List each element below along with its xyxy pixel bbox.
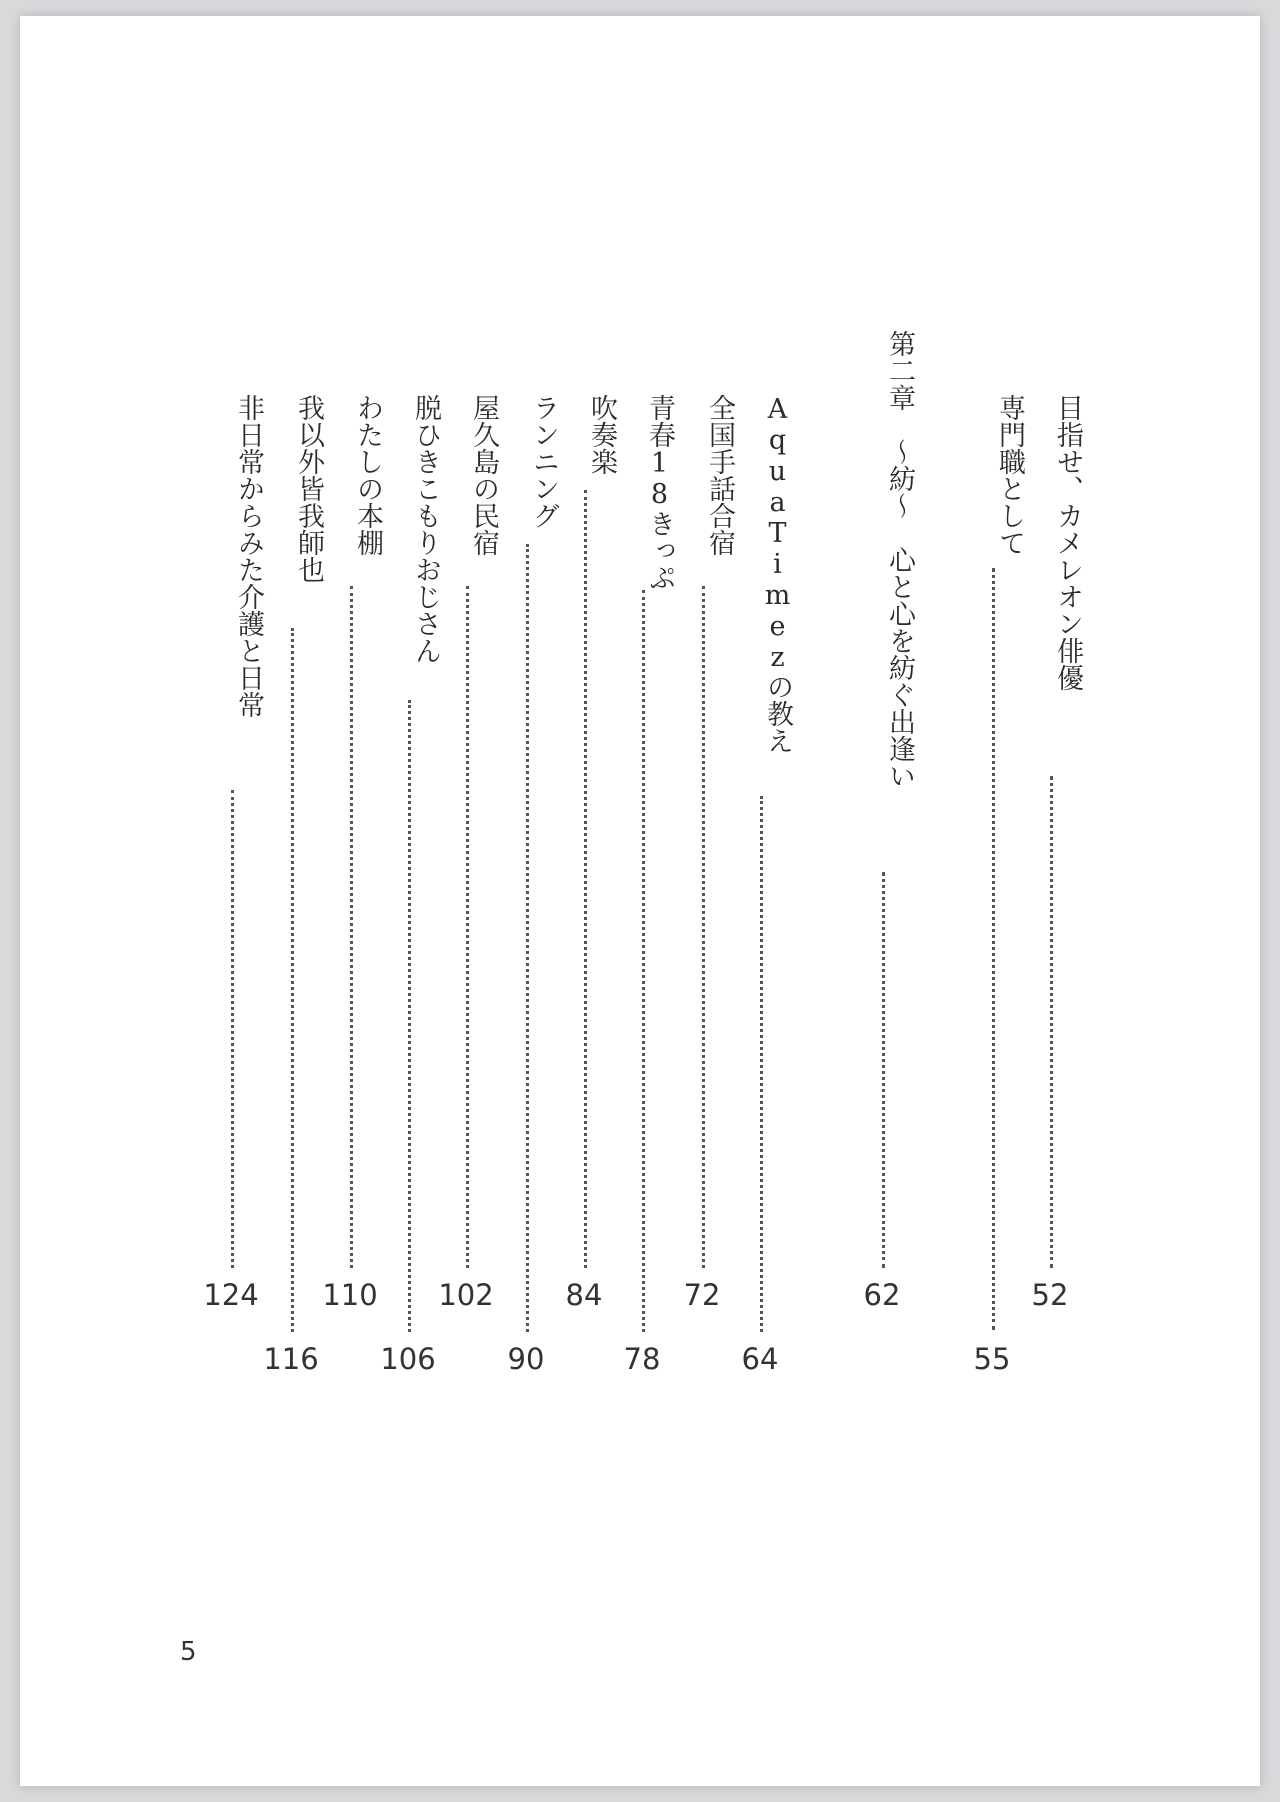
toc-entry-page: 110 — [322, 1278, 378, 1312]
toc-entry-page: 116 — [263, 1342, 319, 1376]
toc-entry-page: 78 — [623, 1342, 661, 1376]
toc-leader — [408, 700, 411, 1332]
toc-leader — [584, 490, 587, 1268]
toc-leader — [350, 586, 353, 1268]
toc-entry-page: 90 — [507, 1342, 545, 1376]
toc-leader — [526, 544, 529, 1332]
book-page — [20, 16, 1260, 1786]
toc-entry-title: 専門職として — [994, 394, 1025, 556]
toc-entry-page: 102 — [438, 1278, 494, 1312]
toc-entry-page: 64 — [741, 1342, 779, 1376]
page-number: 5 — [180, 1637, 197, 1667]
toc-entry-page: 106 — [380, 1342, 436, 1376]
toc-leader — [466, 586, 469, 1268]
toc-leader — [642, 590, 645, 1332]
toc-entry-title: わたしの本棚 — [352, 394, 383, 556]
toc-leader — [291, 628, 294, 1332]
toc-entry-title: AquaTimezの教え — [762, 394, 793, 754]
toc-entry-page: 52 — [1031, 1278, 1069, 1312]
toc-entry-title: 青春18きっぷ — [644, 394, 675, 591]
toc-entry-title: 我以外皆我師也 — [293, 394, 324, 583]
toc-leader — [231, 790, 234, 1268]
chapter-heading: 第二章 ～紡～ 心と心を紡ぐ出逢い — [884, 330, 915, 789]
toc-entry-page: 55 — [973, 1342, 1011, 1376]
toc-leader — [992, 568, 995, 1330]
toc-entry-title: 目指せ、カメレオン俳優 — [1052, 394, 1083, 691]
toc-entry-title: 全国手話合宿 — [704, 394, 735, 556]
toc-entry-page: 72 — [683, 1278, 721, 1312]
toc-leader — [760, 796, 763, 1332]
toc-entry-title: 屋久島の民宿 — [468, 394, 499, 556]
toc-leader — [702, 586, 705, 1268]
toc-entry-page: 62 — [863, 1278, 901, 1312]
toc-leader — [1050, 776, 1053, 1268]
toc-entry-page: 84 — [565, 1278, 603, 1312]
toc-entry-title: 吹奏楽 — [586, 394, 617, 475]
toc-entry-title: 脱ひきこもりおじさん — [410, 394, 441, 664]
toc-entry-page: 124 — [203, 1278, 259, 1312]
toc-leader — [882, 872, 885, 1268]
toc-entry-title: ランニング — [528, 394, 559, 529]
toc-entry-title: 非日常からみた介護と日常 — [233, 394, 264, 718]
